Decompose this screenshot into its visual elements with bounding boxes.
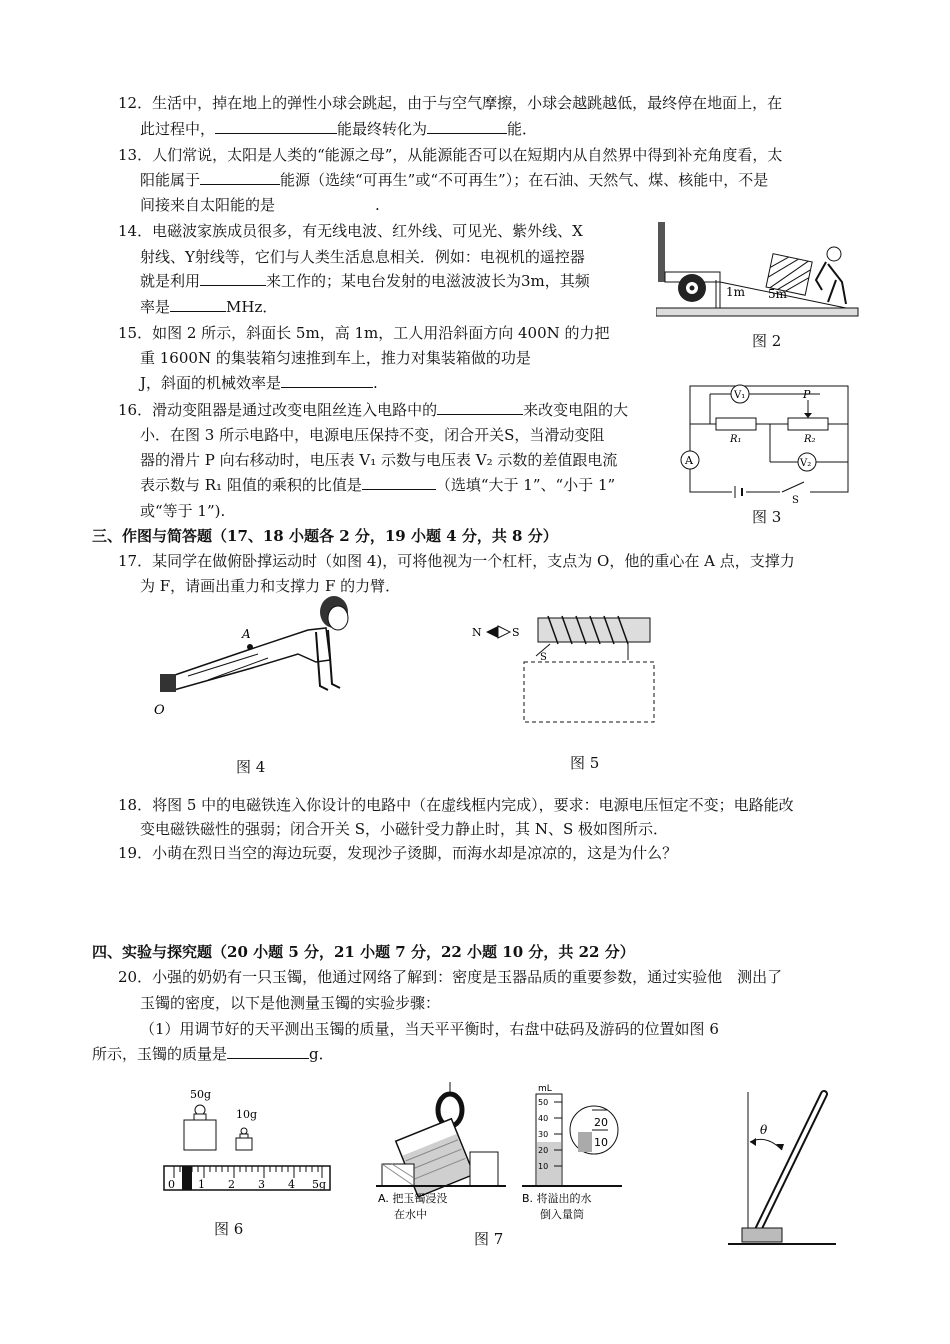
figure-3-p: P (803, 388, 811, 401)
section4-heading: 四、实验与探究题（20 小题 5 分，21 小题 7 分，22 小题 10 分，共 22 分） (92, 943, 635, 961)
figure-6-tick-5g: 5g (312, 1178, 327, 1191)
figure-4-point-o: O (154, 703, 165, 718)
figure-6-tick-2: 2 (228, 1178, 235, 1191)
figure-7-step-b-line2: 倒入量筒 (540, 1208, 584, 1221)
q16-line5: 或“等于 1”). (140, 502, 226, 520)
q17-line1: 17．某同学在做俯卧撑运动时（如图 4)，可将他视为一个杠杆，支点为 O，他的重心在 A 点，支撑力 (118, 552, 795, 570)
figure-3-ammeter: A (685, 454, 693, 467)
q14-line4: 率是 MHz． (140, 298, 278, 316)
q13-line1: 13．人们常说，太阳是人类的“能源之母”，从能源能否可以在短期内从自然界中得到补充角度看，太 (118, 146, 783, 164)
figure-6-weights (160, 1086, 336, 1196)
figure-4-point-a: A (242, 627, 251, 641)
figure-2-caption: 图 2 (752, 332, 782, 350)
q17-line2: 为 F，请画出重力和支撑力 F 的力臂． (140, 577, 401, 595)
q13-line3: 间接来自太阳能的是 . (140, 196, 380, 214)
figure-3-r2: R₂ (804, 434, 816, 445)
figure-7-step-b-line1: B. 将溢出的水 (522, 1192, 592, 1205)
figure-7-step-a-line1: A. 把玉镯浸没 (378, 1192, 448, 1205)
figure-7-scale-40: 40 (538, 1114, 549, 1123)
q16-line4: 表示数与 R₁ 阻值的乘积的比值是 （选填“大于 1”、“小于 1” (140, 476, 616, 494)
q20-line2: 玉镯的密度，以下是他测量玉镯的实验步骤： (140, 994, 441, 1012)
figure-4-pushup (148, 590, 368, 720)
figure-3-caption: 图 3 (752, 508, 782, 526)
q16-line3: 器的滑片 P 向右移动时，电压表 V₁ 示数与电压表 V₂ 示数的差值跟电流 (140, 451, 618, 469)
figure-5-electromagnet (470, 610, 660, 730)
figure-6-tick-0: 0 (168, 1178, 175, 1191)
q20-line1: 20．小强的奶奶有一只玉镯，他通过网络了解到：密度是玉器品质的重要参数，通过实验他 测出了 (118, 968, 783, 986)
q19-text: 19．小萌在烈日当空的海边玩耍，发现沙子烫脚，而海水却是凉凉的，这是为什么？ (118, 844, 678, 862)
q15-line1: 15．如图 2 所示，斜面长 5m，高 1m，工人用沿斜面方向 400N 的力把 (118, 324, 610, 342)
q15-line2: 重 1600N 的集装箱匀速推到车上，推力对集装箱做的功是 (140, 349, 531, 367)
figure-7-scale-30: 30 (538, 1130, 549, 1139)
q16-line2: 小．在图 3 所示电路中，电源电压保持不变，闭合开关S，当滑动变阻 (140, 426, 605, 444)
figure-3-circuit (680, 378, 860, 503)
figure-7-step-a-line2: 在水中 (394, 1208, 427, 1221)
figure-2-incline (656, 220, 862, 320)
figure-5-caption: 图 5 (570, 754, 600, 772)
figure-7-unit: mL (538, 1084, 552, 1094)
figure-7-zoom-10: 10 (594, 1136, 608, 1149)
figure-3-v2: V₂ (800, 458, 812, 469)
figure-6-weight-50g: 50g (190, 1088, 212, 1101)
q20-line4: 所示，玉镯的质量是 g． (92, 1045, 334, 1063)
figure-3-r1: R₁ (730, 434, 742, 445)
figure-5-switch-label: S (540, 652, 547, 663)
q12-line2: 此过程中， 能最终转化为 能． (140, 120, 538, 138)
figure-7-overflow (372, 1080, 628, 1230)
figure-7-scale-50: 50 (538, 1098, 549, 1107)
q12-line1: 12．生活中，掉在地上的弹性小球会跳起，由于与空气摩擦，小球会越跳越低，最终停在地面上，在 (118, 94, 783, 112)
figure-2-height-label: 1m (726, 285, 746, 299)
figure-6-tick-4: 4 (288, 1178, 295, 1191)
figure-2-length-label: 5m (768, 287, 788, 301)
figure-6-tick-3: 3 (258, 1178, 265, 1191)
q18-line1: 18．将图 5 中的电磁铁连入你设计的电路中（在虚线框内完成），要求：电源电压恒定不变；电路能改 (118, 796, 794, 814)
figure-8-theta: θ (760, 1123, 768, 1137)
figure-3-switch-label: S (792, 495, 799, 503)
figure-7-scale-10: 10 (538, 1162, 549, 1171)
q20-line3: （1）用调节好的天平测出玉镯的质量，当天平平衡时，右盘中砝码及游码的位置如图 6 (140, 1020, 719, 1038)
figure-7-zoom-20: 20 (594, 1116, 608, 1129)
figure-5-needle-s: S (512, 626, 520, 639)
q13-line2: 阳能属于 能源（选续“可再生”或“不可再生”）；在石油、天然气、煤、核能中，不是 (140, 171, 769, 189)
figure-3-v1: V₁ (734, 390, 746, 401)
section3-heading: 三、作图与简答题（17、18 小题各 2 分，19 小题 4 分，共 8 分） (92, 527, 558, 545)
figure-6-caption: 图 6 (214, 1220, 244, 1238)
q14-line2: 射线、Υ射线等，它们与人类生活息息相关．例如：电视机的遥控器 (140, 248, 585, 266)
q14-line1: 14．电磁波家族成员很多，有无线电波、红外线、可见光、紫外线、X (118, 222, 583, 240)
figure-6-tick-1: 1 (198, 1178, 205, 1191)
q18-line2: 变电磁铁磁性的强弱；闭合开关 S，小磁针受力静止时，其 N、S 极如图所示． (140, 820, 668, 838)
q14-line3: 就是利用 来工作的；某电台发射的电滋波波长为3m，其频 (140, 272, 590, 290)
figure-4-caption: 图 4 (236, 758, 266, 776)
figure-8-angle (726, 1088, 838, 1248)
q16-line1: 16．滑动变阻器是通过改变电阻丝连入电路中的 来改变电阻的大 (118, 401, 629, 419)
figure-7-scale-20: 20 (538, 1146, 549, 1155)
q15-line3: J，斜面的机械效率是 . (140, 374, 378, 392)
figure-7-caption: 图 7 (474, 1230, 504, 1248)
figure-5-needle-n: N (472, 626, 482, 639)
figure-6-weight-10g: 10g (236, 1108, 258, 1121)
